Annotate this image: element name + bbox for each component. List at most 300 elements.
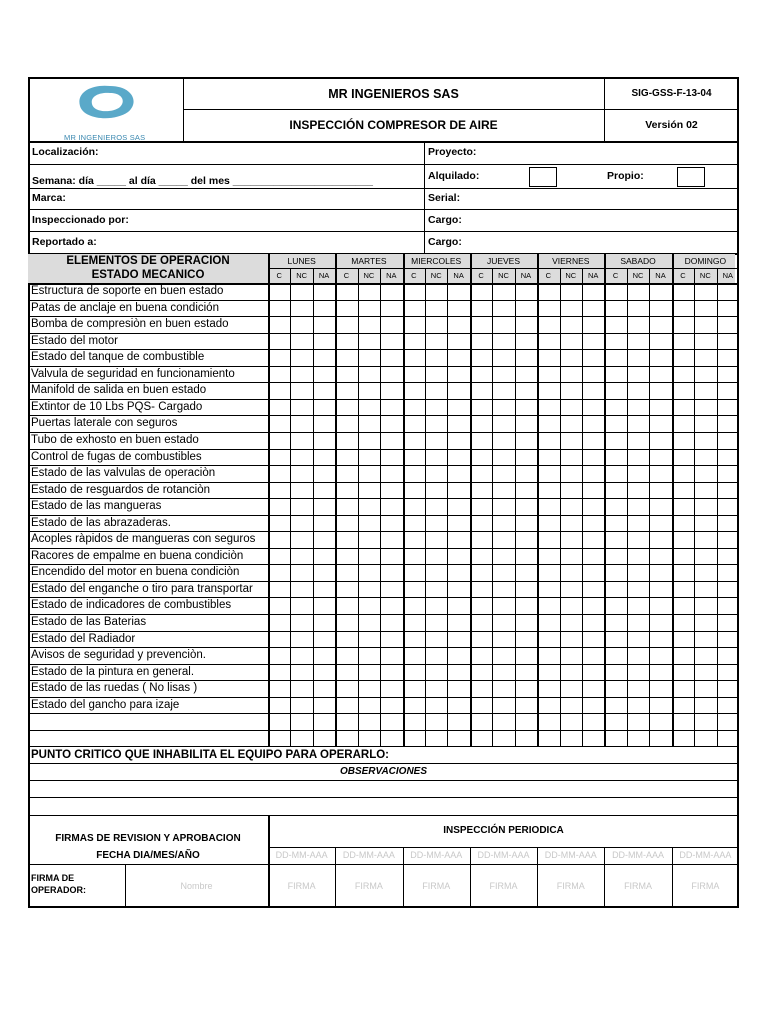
check-cell[interactable] [516,598,536,613]
check-cell[interactable] [269,516,289,531]
check-cell[interactable] [538,532,558,547]
check-cell[interactable] [538,565,558,580]
check-cell[interactable] [471,317,491,332]
check-cell[interactable] [269,317,289,332]
check-cell[interactable] [605,632,625,647]
check-cell[interactable] [650,317,670,332]
check-cell[interactable] [516,383,536,398]
check-cell[interactable] [314,317,334,332]
check-cell[interactable] [718,632,738,647]
check-cell[interactable] [605,367,625,382]
check-cell[interactable] [359,615,379,630]
check-cell[interactable] [381,416,401,431]
check-cell[interactable] [673,383,693,398]
check-cell[interactable] [314,632,334,647]
check-cell[interactable] [650,532,670,547]
check-cell[interactable] [448,301,468,316]
check-cell[interactable] [314,698,334,713]
check-cell[interactable] [583,549,603,564]
check-cell[interactable] [561,598,581,613]
check-cell[interactable] [695,516,715,531]
check-cell[interactable] [605,549,625,564]
check-cell[interactable] [561,698,581,713]
check-cell[interactable] [359,450,379,465]
check-cell[interactable] [583,301,603,316]
check-cell[interactable] [291,416,311,431]
check-cell[interactable] [650,731,670,746]
check-cell[interactable] [404,714,424,729]
check-cell[interactable] [538,400,558,415]
check-cell[interactable] [359,648,379,663]
check-cell[interactable] [628,433,648,448]
check-cell[interactable] [448,615,468,630]
check-cell[interactable] [291,648,311,663]
check-cell[interactable] [269,433,289,448]
check-cell[interactable] [538,483,558,498]
check-cell[interactable] [269,731,289,746]
check-cell[interactable] [718,565,738,580]
check-cell[interactable] [493,367,513,382]
check-cell[interactable] [673,483,693,498]
check-cell[interactable] [426,648,446,663]
check-cell[interactable] [605,450,625,465]
check-cell[interactable] [426,731,446,746]
nombre-field[interactable]: Nombre [180,881,213,891]
check-cell[interactable] [381,334,401,349]
check-cell[interactable] [561,731,581,746]
check-cell[interactable] [314,450,334,465]
check-cell[interactable] [695,466,715,481]
check-cell[interactable] [493,499,513,514]
check-cell[interactable] [426,698,446,713]
check-cell[interactable] [538,284,558,299]
check-cell[interactable] [471,334,491,349]
check-cell[interactable] [650,350,670,365]
check-cell[interactable] [291,301,311,316]
check-cell[interactable] [426,483,446,498]
check-cell[interactable] [718,317,738,332]
check-cell[interactable] [561,284,581,299]
check-cell[interactable] [426,334,446,349]
check-cell[interactable] [695,632,715,647]
check-cell[interactable] [471,632,491,647]
check-cell[interactable] [291,317,311,332]
check-cell[interactable] [493,598,513,613]
firma-field[interactable]: FIRMA [422,881,451,891]
check-cell[interactable] [538,367,558,382]
check-cell[interactable] [291,632,311,647]
check-cell[interactable] [516,317,536,332]
check-cell[interactable] [359,731,379,746]
check-cell[interactable] [336,648,356,663]
check-cell[interactable] [471,350,491,365]
check-cell[interactable] [650,284,670,299]
check-cell[interactable] [628,383,648,398]
check-cell[interactable] [426,582,446,597]
check-cell[interactable] [583,665,603,680]
check-cell[interactable] [471,648,491,663]
check-cell[interactable] [561,400,581,415]
check-cell[interactable] [291,499,311,514]
firma-field[interactable]: FIRMA [624,881,653,891]
check-cell[interactable] [605,714,625,729]
check-cell[interactable] [471,565,491,580]
check-cell[interactable] [718,334,738,349]
check-cell[interactable] [381,284,401,299]
check-cell[interactable] [359,598,379,613]
check-cell[interactable] [561,549,581,564]
check-cell[interactable] [493,681,513,696]
check-cell[interactable] [359,698,379,713]
check-cell[interactable] [538,499,558,514]
check-cell[interactable] [673,284,693,299]
check-cell[interactable] [718,532,738,547]
check-cell[interactable] [561,416,581,431]
check-cell[interactable] [718,698,738,713]
check-cell[interactable] [426,284,446,299]
check-cell[interactable] [404,400,424,415]
check-cell[interactable] [718,416,738,431]
check-cell[interactable] [493,466,513,481]
date-input[interactable]: DD-MM-AAA [275,850,328,860]
check-cell[interactable] [404,598,424,613]
check-cell[interactable] [269,483,289,498]
check-cell[interactable] [695,483,715,498]
check-cell[interactable] [359,334,379,349]
check-cell[interactable] [471,499,491,514]
check-cell[interactable] [561,499,581,514]
check-cell[interactable] [538,450,558,465]
check-cell[interactable] [381,516,401,531]
check-cell[interactable] [493,549,513,564]
check-cell[interactable] [650,383,670,398]
check-cell[interactable] [718,483,738,498]
check-cell[interactable] [336,615,356,630]
check-cell[interactable] [448,416,468,431]
check-cell[interactable] [359,416,379,431]
check-cell[interactable] [404,284,424,299]
check-cell[interactable] [695,714,715,729]
check-cell[interactable] [673,416,693,431]
check-cell[interactable] [628,632,648,647]
check-cell[interactable] [448,433,468,448]
check-cell[interactable] [650,466,670,481]
check-cell[interactable] [628,400,648,415]
check-cell[interactable] [673,731,693,746]
check-cell[interactable] [583,632,603,647]
check-cell[interactable] [628,466,648,481]
check-cell[interactable] [493,516,513,531]
check-cell[interactable] [314,334,334,349]
check-cell[interactable] [718,582,738,597]
check-cell[interactable] [269,284,289,299]
check-cell[interactable] [336,334,356,349]
firma-field[interactable]: FIRMA [691,881,720,891]
check-cell[interactable] [381,400,401,415]
check-cell[interactable] [650,565,670,580]
check-cell[interactable] [291,615,311,630]
check-cell[interactable] [673,450,693,465]
check-cell[interactable] [650,582,670,597]
check-cell[interactable] [336,483,356,498]
check-cell[interactable] [448,499,468,514]
check-cell[interactable] [695,499,715,514]
check-cell[interactable] [381,383,401,398]
check-cell[interactable] [561,450,581,465]
check-cell[interactable] [695,301,715,316]
check-cell[interactable] [538,317,558,332]
check-cell[interactable] [269,698,289,713]
check-cell[interactable] [605,532,625,547]
check-cell[interactable] [605,284,625,299]
check-cell[interactable] [336,532,356,547]
check-cell[interactable] [291,731,311,746]
check-cell[interactable] [516,367,536,382]
check-cell[interactable] [583,731,603,746]
check-cell[interactable] [516,450,536,465]
check-cell[interactable] [381,731,401,746]
check-cell[interactable] [673,532,693,547]
check-cell[interactable] [291,450,311,465]
check-cell[interactable] [561,632,581,647]
check-cell[interactable] [695,400,715,415]
check-cell[interactable] [516,582,536,597]
check-cell[interactable] [561,532,581,547]
check-cell[interactable] [718,367,738,382]
check-cell[interactable] [269,499,289,514]
check-cell[interactable] [673,698,693,713]
check-cell[interactable] [381,665,401,680]
check-cell[interactable] [493,483,513,498]
check-cell[interactable] [561,615,581,630]
check-cell[interactable] [314,582,334,597]
check-cell[interactable] [718,400,738,415]
check-cell[interactable] [269,681,289,696]
check-cell[interactable] [516,400,536,415]
check-cell[interactable] [269,416,289,431]
check-cell[interactable] [359,681,379,696]
check-cell[interactable] [695,731,715,746]
check-cell[interactable] [583,466,603,481]
check-cell[interactable] [336,433,356,448]
date-input[interactable]: DD-MM-AAA [477,850,530,860]
check-cell[interactable] [336,714,356,729]
check-cell[interactable] [404,367,424,382]
check-cell[interactable] [314,350,334,365]
check-cell[interactable] [471,582,491,597]
check-cell[interactable] [291,582,311,597]
check-cell[interactable] [561,350,581,365]
check-cell[interactable] [448,383,468,398]
firma-field[interactable]: FIRMA [556,881,585,891]
check-cell[interactable] [404,565,424,580]
check-cell[interactable] [336,565,356,580]
check-cell[interactable] [314,516,334,531]
check-cell[interactable] [404,681,424,696]
check-cell[interactable] [471,433,491,448]
check-cell[interactable] [516,350,536,365]
check-cell[interactable] [381,466,401,481]
check-cell[interactable] [695,350,715,365]
check-cell[interactable] [448,284,468,299]
check-cell[interactable] [538,731,558,746]
check-cell[interactable] [336,549,356,564]
check-cell[interactable] [426,615,446,630]
check-cell[interactable] [516,565,536,580]
check-cell[interactable] [695,416,715,431]
check-cell[interactable] [516,416,536,431]
check-cell[interactable] [314,367,334,382]
check-cell[interactable] [404,731,424,746]
check-cell[interactable] [291,516,311,531]
check-cell[interactable] [426,681,446,696]
check-cell[interactable] [336,400,356,415]
check-cell[interactable] [269,334,289,349]
check-cell[interactable] [314,714,334,729]
check-cell[interactable] [538,433,558,448]
date-input[interactable]: DD-MM-AAA [679,850,732,860]
check-cell[interactable] [628,615,648,630]
check-cell[interactable] [605,416,625,431]
check-cell[interactable] [426,466,446,481]
check-cell[interactable] [650,433,670,448]
check-cell[interactable] [493,383,513,398]
check-cell[interactable] [673,334,693,349]
check-cell[interactable] [404,350,424,365]
check-cell[interactable] [314,400,334,415]
check-cell[interactable] [605,648,625,663]
firma-field[interactable]: FIRMA [354,881,383,891]
check-cell[interactable] [583,681,603,696]
check-cell[interactable] [628,598,648,613]
check-cell[interactable] [471,615,491,630]
check-cell[interactable] [381,350,401,365]
check-cell[interactable] [291,367,311,382]
check-cell[interactable] [493,433,513,448]
check-cell[interactable] [381,450,401,465]
check-cell[interactable] [404,532,424,547]
check-cell[interactable] [628,516,648,531]
check-cell[interactable] [628,416,648,431]
check-cell[interactable] [583,615,603,630]
check-cell[interactable] [448,665,468,680]
check-cell[interactable] [291,350,311,365]
check-cell[interactable] [650,499,670,514]
check-cell[interactable] [471,383,491,398]
check-cell[interactable] [493,615,513,630]
check-cell[interactable] [695,698,715,713]
check-cell[interactable] [493,632,513,647]
check-cell[interactable] [314,549,334,564]
check-cell[interactable] [314,483,334,498]
check-cell[interactable] [471,450,491,465]
check-cell[interactable] [561,665,581,680]
check-cell[interactable] [516,466,536,481]
check-cell[interactable] [471,681,491,696]
check-cell[interactable] [269,632,289,647]
check-cell[interactable] [471,400,491,415]
check-cell[interactable] [493,582,513,597]
check-cell[interactable] [493,648,513,663]
check-cell[interactable] [538,516,558,531]
check-cell[interactable] [695,648,715,663]
check-cell[interactable] [381,632,401,647]
check-cell[interactable] [359,466,379,481]
check-cell[interactable] [516,731,536,746]
check-cell[interactable] [673,632,693,647]
check-cell[interactable] [359,499,379,514]
check-cell[interactable] [336,301,356,316]
check-cell[interactable] [673,714,693,729]
check-cell[interactable] [381,582,401,597]
check-cell[interactable] [314,598,334,613]
check-cell[interactable] [561,317,581,332]
check-cell[interactable] [583,450,603,465]
check-cell[interactable] [538,665,558,680]
check-cell[interactable] [628,450,648,465]
check-cell[interactable] [291,483,311,498]
check-cell[interactable] [404,615,424,630]
check-cell[interactable] [448,582,468,597]
check-cell[interactable] [695,598,715,613]
check-cell[interactable] [269,367,289,382]
check-cell[interactable] [561,582,581,597]
check-cell[interactable] [718,301,738,316]
check-cell[interactable] [493,284,513,299]
check-cell[interactable] [426,516,446,531]
check-cell[interactable] [269,466,289,481]
check-cell[interactable] [404,549,424,564]
check-cell[interactable] [605,615,625,630]
firma-field[interactable]: FIRMA [489,881,518,891]
check-cell[interactable] [628,714,648,729]
check-cell[interactable] [673,367,693,382]
check-cell[interactable] [336,317,356,332]
check-cell[interactable] [718,466,738,481]
check-cell[interactable] [314,301,334,316]
check-cell[interactable] [695,317,715,332]
check-cell[interactable] [314,433,334,448]
check-cell[interactable] [673,681,693,696]
check-cell[interactable] [336,450,356,465]
check-cell[interactable] [718,648,738,663]
check-cell[interactable] [381,565,401,580]
check-cell[interactable] [426,565,446,580]
check-cell[interactable] [381,698,401,713]
check-cell[interactable] [583,433,603,448]
check-cell[interactable] [314,383,334,398]
check-cell[interactable] [471,532,491,547]
check-cell[interactable] [404,416,424,431]
check-cell[interactable] [448,565,468,580]
check-cell[interactable] [291,549,311,564]
check-cell[interactable] [561,648,581,663]
check-cell[interactable] [359,433,379,448]
check-cell[interactable] [583,367,603,382]
check-cell[interactable] [359,549,379,564]
check-cell[interactable] [426,400,446,415]
check-cell[interactable] [718,383,738,398]
check-cell[interactable] [516,681,536,696]
check-cell[interactable] [650,632,670,647]
check-cell[interactable] [538,632,558,647]
check-cell[interactable] [314,648,334,663]
check-cell[interactable] [516,648,536,663]
check-cell[interactable] [291,532,311,547]
check-cell[interactable] [269,350,289,365]
check-cell[interactable] [673,400,693,415]
check-cell[interactable] [381,317,401,332]
